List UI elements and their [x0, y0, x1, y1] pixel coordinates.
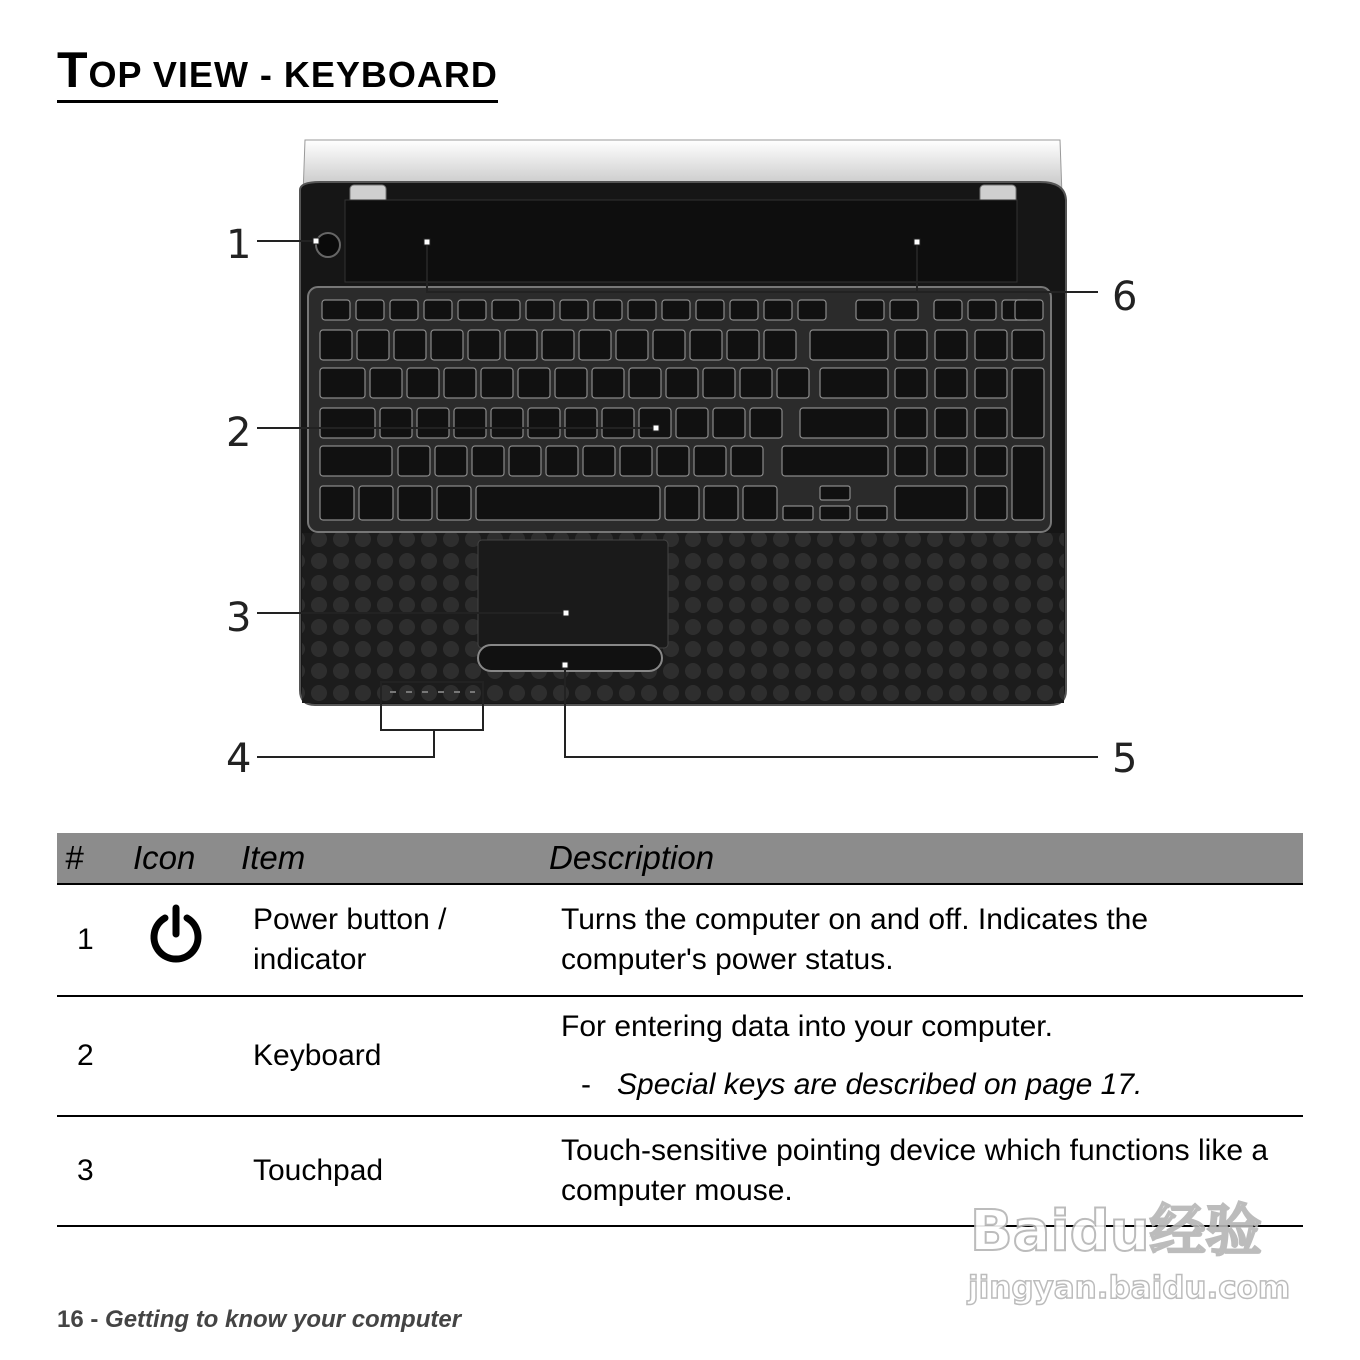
row-icon-cell: [125, 884, 233, 996]
header-item: Item: [233, 833, 541, 884]
row-item: Touchpad: [233, 1116, 541, 1226]
row-item: Power button / indicator: [233, 884, 541, 996]
table-header-row: [57, 833, 1303, 884]
callout-1: 1: [226, 222, 252, 268]
header-description: Description: [541, 833, 1303, 884]
row-number: 3: [57, 1116, 125, 1226]
component-table: [57, 833, 1303, 1227]
callout-6: 6: [1112, 274, 1138, 320]
callout-3: 3: [226, 595, 252, 641]
row-note-text: Special keys are described on page 17.: [617, 1068, 1143, 1101]
baidu-watermark: [960, 1180, 1290, 1310]
power-icon: [145, 904, 207, 966]
touchpad-button: [478, 645, 662, 671]
callout-5: 5: [1112, 736, 1138, 782]
home-key-row: [320, 408, 1007, 438]
palm-rest: [302, 533, 1064, 703]
power-button-graphic: [316, 233, 340, 257]
footer-section: Getting to know your computer: [105, 1306, 462, 1333]
header-icon: Icon: [125, 833, 233, 884]
row-description-cell: [541, 996, 1303, 1116]
table-row: [57, 996, 1303, 1116]
callout-4: 4: [226, 736, 252, 782]
header-number: #: [57, 833, 125, 884]
footer-page-number: 16 -: [57, 1306, 99, 1333]
table-row: [57, 884, 1303, 996]
touchpad-surface: [478, 540, 668, 648]
row-number: 1: [57, 884, 125, 996]
callout-2: 2: [226, 410, 252, 456]
function-key-row: [322, 300, 1043, 320]
watermark-line1: Baidu经验: [970, 1199, 1262, 1264]
row-icon-cell: [125, 1116, 233, 1226]
watermark-line2: jingyan.baidu.com: [968, 1270, 1290, 1306]
row-description: Touch-sensitive pointing device which functions like a computer mouse.: [541, 1116, 1303, 1226]
row-item: Keyboard: [233, 996, 541, 1116]
page-title-rest: OP VIEW - KEYBOARD: [88, 54, 498, 95]
row-icon-cell: [125, 996, 233, 1116]
row-note: - Special keys are described on page 17.: [581, 1068, 1143, 1101]
row-description: Turns the computer on and off. Indicates the computer's power status.: [541, 884, 1303, 996]
page-title-initial: T: [57, 42, 89, 98]
row-number: 2: [57, 996, 125, 1116]
page-footer: [57, 1306, 461, 1334]
row-description: For entering data into your computer.: [561, 1010, 1053, 1043]
